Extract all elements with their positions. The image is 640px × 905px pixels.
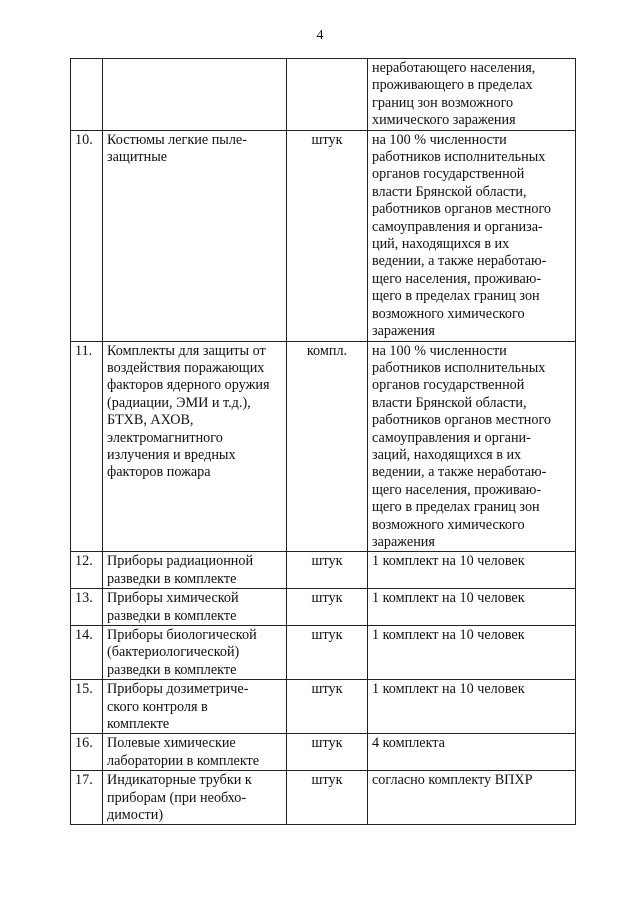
item-unit: штук — [287, 626, 368, 680]
item-norm: 1 комплект на 10 человек — [368, 589, 576, 626]
table-row — [71, 59, 576, 131]
item-name: Полевые химические лаборатории в комплекте — [103, 734, 287, 771]
item-name: Приборы биологической (бактериологической) разведки в комплекте — [103, 626, 287, 680]
table-row — [71, 626, 576, 680]
table-row — [71, 552, 576, 589]
item-unit: штук — [287, 552, 368, 589]
row-number: 16. — [71, 734, 103, 771]
row-number — [71, 59, 103, 131]
table-row — [71, 680, 576, 734]
item-name: Приборы химической разведки в комплекте — [103, 589, 287, 626]
item-unit — [287, 59, 368, 131]
item-name: Костюмы легкие пыле- защитные — [103, 130, 287, 341]
item-norm: 1 комплект на 10 человек — [368, 626, 576, 680]
equipment-table — [70, 58, 576, 825]
table-row — [71, 771, 576, 825]
item-unit: штук — [287, 130, 368, 341]
item-norm: согласно комплекту ВПХР — [368, 771, 576, 825]
row-number: 17. — [71, 771, 103, 825]
item-norm: 1 комплект на 10 человек — [368, 680, 576, 734]
item-norm: 4 комплекта — [368, 734, 576, 771]
row-number: 12. — [71, 552, 103, 589]
item-norm: на 100 % численности работников исполнительных органов государственной власти Брянской области, работников органов местного самоуправления и органи- заций, находящихся в их ведении, а также неработаю- щего населения, проживаю- щего в пределах границ зон возможного химического заражения — [368, 341, 576, 552]
item-unit: штук — [287, 771, 368, 825]
item-name: Приборы радиационной разведки в комплекте — [103, 552, 287, 589]
table-row — [71, 341, 576, 552]
table-row — [71, 734, 576, 771]
item-unit: штук — [287, 680, 368, 734]
table-row — [71, 589, 576, 626]
item-norm: на 100 % численности работников исполнительных органов государственной власти Брянской области, работников органов местного самоуправления и организа- ций, находящихся в их ведении, а также неработаю- щего населения, проживаю- щего в пределах границ зон возможного химического заражения — [368, 130, 576, 341]
item-name: Комплекты для защиты от воздействия поражающих факторов ядерного оружия (радиации, ЭМИ и т.д.), БТХВ, АХОВ, электромагнитного излучения и вредных факторов пожара — [103, 341, 287, 552]
row-number: 15. — [71, 680, 103, 734]
item-name: Индикаторные трубки к приборам (при необхо- димости) — [103, 771, 287, 825]
table-row — [71, 130, 576, 341]
item-unit: компл. — [287, 341, 368, 552]
item-norm: 1 комплект на 10 человек — [368, 552, 576, 589]
page-number: 4 — [316, 28, 324, 43]
row-number: 11. — [71, 341, 103, 552]
item-unit: штук — [287, 589, 368, 626]
row-number: 10. — [71, 130, 103, 341]
item-norm: неработающего населения, проживающего в пределах границ зон возможного химического заражения — [368, 59, 576, 131]
row-number: 14. — [71, 626, 103, 680]
row-number: 13. — [71, 589, 103, 626]
item-name — [103, 59, 287, 131]
item-unit: штук — [287, 734, 368, 771]
item-name: Приборы дозиметриче- ского контроля в комплекте — [103, 680, 287, 734]
